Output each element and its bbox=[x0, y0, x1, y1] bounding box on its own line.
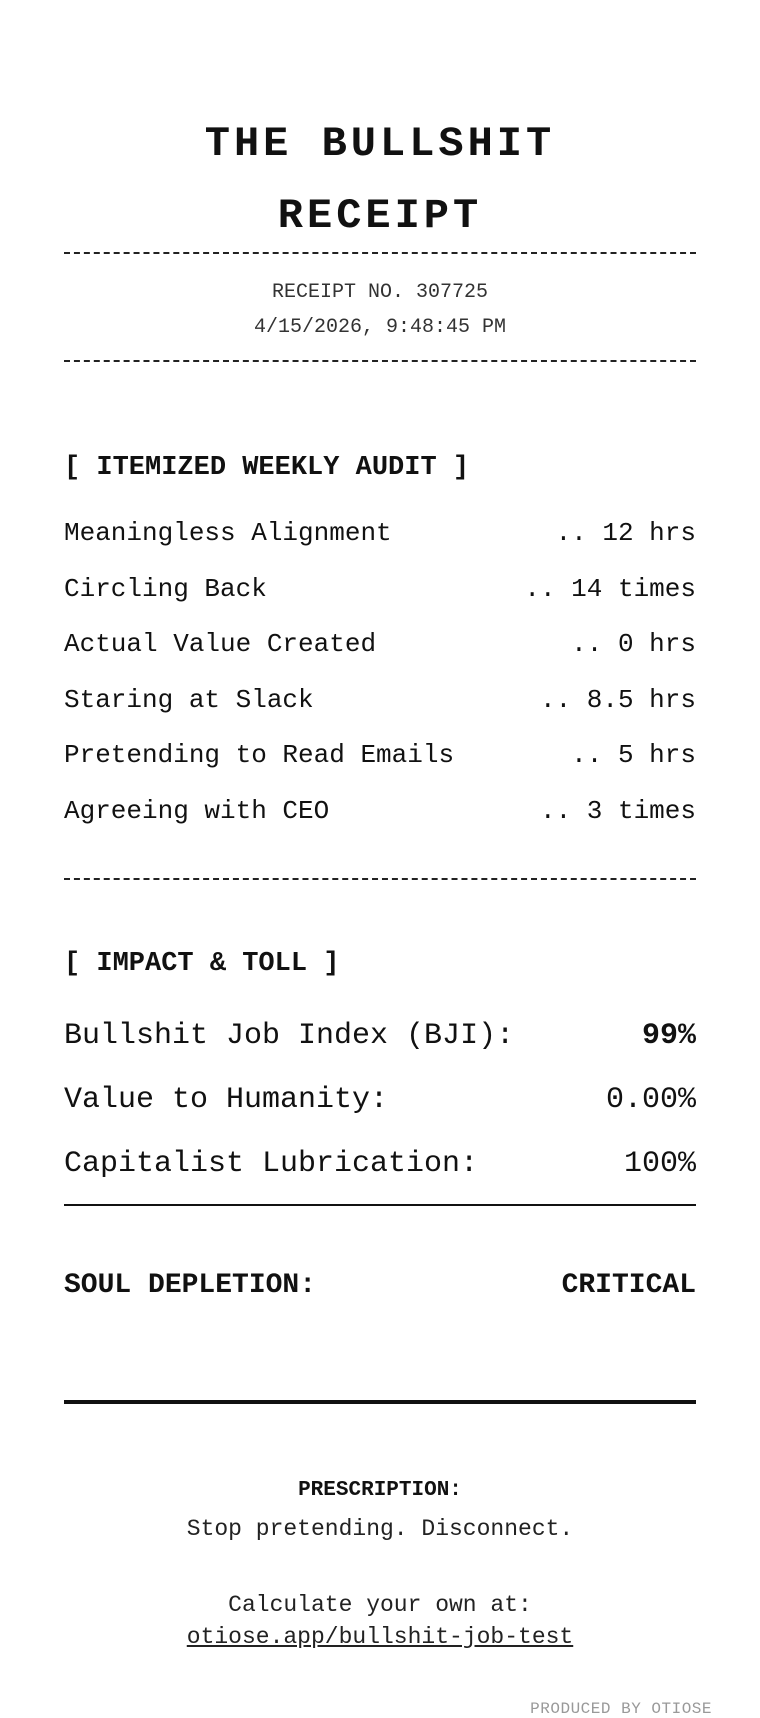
audit-label: Actual Value Created bbox=[64, 629, 377, 660]
impact-label: Value to Humanity: bbox=[64, 1082, 389, 1117]
audit-row bbox=[64, 617, 696, 673]
impact-row-lubrication bbox=[64, 1132, 696, 1196]
prescription-text: Stop pretending. Disconnect. bbox=[186, 1515, 574, 1542]
audit-label: Circling Back bbox=[64, 573, 267, 604]
footer bbox=[64, 1404, 696, 1650]
receipt-meta bbox=[64, 254, 696, 360]
receipt-title bbox=[64, 0, 696, 252]
audit-value: .. 0 hrs bbox=[571, 629, 696, 660]
soul-value: CRITICAL bbox=[561, 1269, 696, 1301]
audit-section bbox=[64, 362, 696, 840]
impact-value: 100% bbox=[623, 1146, 696, 1181]
audit-value: .. 5 hrs bbox=[571, 740, 696, 771]
impact-heading: [ IMPACT & TOLL ] bbox=[64, 948, 340, 979]
receipt-title-line2: RECEIPT bbox=[277, 192, 483, 240]
impact-row-bji bbox=[64, 1004, 696, 1068]
audit-value: .. 14 times bbox=[524, 573, 696, 604]
produced-by: PRODUCED BY OTIOSE bbox=[530, 1700, 712, 1718]
audit-value: .. 8.5 hrs bbox=[539, 684, 696, 715]
divider-solid bbox=[64, 1204, 696, 1206]
test-link[interactable]: otiose.app/bullshit-job-test bbox=[186, 1623, 574, 1650]
audit-row bbox=[64, 562, 696, 618]
impact-value: 99% bbox=[641, 1018, 696, 1053]
audit-value: .. 3 times bbox=[539, 795, 696, 826]
receipt-datetime: 4/15/2026, 9:48:45 PM bbox=[253, 316, 507, 339]
impact-row-value bbox=[64, 1068, 696, 1132]
audit-label: Agreeing with CEO bbox=[64, 795, 330, 826]
audit-row bbox=[64, 784, 696, 840]
impact-section bbox=[64, 880, 696, 1196]
receipt bbox=[64, 0, 696, 1650]
audit-value: .. 12 hrs bbox=[555, 518, 696, 548]
audit-label: Meaningless Alignment bbox=[64, 518, 392, 548]
impact-value: 0.00% bbox=[605, 1082, 696, 1117]
cta-text: Calculate your own at: bbox=[228, 1591, 532, 1618]
audit-label: Pretending to Read Emails bbox=[64, 740, 455, 771]
impact-label: Capitalist Lubrication: bbox=[64, 1146, 479, 1181]
audit-row bbox=[64, 728, 696, 784]
audit-row bbox=[64, 506, 696, 562]
audit-heading: [ ITEMIZED WEEKLY AUDIT ] bbox=[64, 453, 470, 483]
prescription-title: PRESCRIPTION: bbox=[298, 1478, 462, 1502]
soul-label: SOUL DEPLETION: bbox=[64, 1269, 317, 1301]
impact-label: Bullshit Job Index (BJI): bbox=[64, 1018, 515, 1053]
receipt-number: RECEIPT NO. 307725 bbox=[271, 281, 489, 304]
audit-label: Staring at Slack bbox=[64, 684, 314, 715]
soul-depletion bbox=[64, 1268, 696, 1304]
audit-row bbox=[64, 673, 696, 729]
receipt-title-line1: THE BULLSHIT bbox=[204, 120, 556, 168]
